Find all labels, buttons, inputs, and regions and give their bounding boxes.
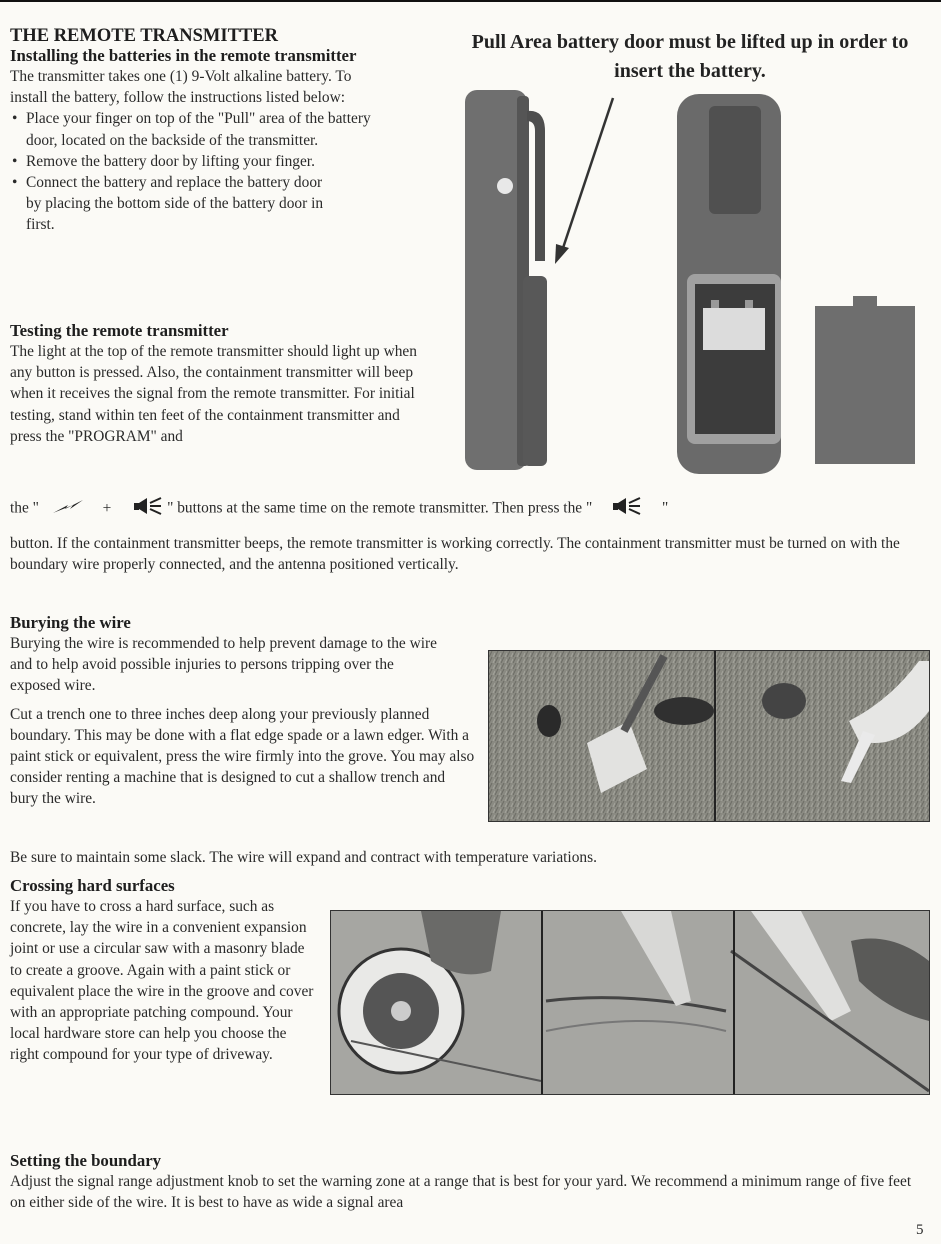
burying-photos: [488, 650, 930, 822]
step-2: • Remove the battery door by lifting your finger.: [10, 151, 421, 172]
transmitter-illustration: [455, 86, 925, 478]
testing-section: [10, 321, 425, 447]
section-title: THE REMOTE TRANSMITTER: [10, 26, 278, 46]
line-end: ": [661, 499, 669, 517]
crossing-section: [10, 876, 320, 1066]
burying-p2: Cut a trench one to three inches deep along your previously planned boundary. This may be done with a flat edge spade or a lawn edger. With a paint stick or equivalent, press the wire firmly into the grove. You may also consider renting a machine that is designed to cut a shallow trench and bury the wire.: [10, 705, 475, 808]
plus-sign: +: [102, 499, 112, 517]
crossing-body: If you have to cross a hard surface, such as concrete, lay the wire in a convenient expansion joint or use a circular saw with a masonry blade to create a groove. Again with a paint stick or equivalent place the wire in the groove and cover with an appropriate patching compound. Your local hardware store can help you choose the right compound for your type of driveway.: [10, 898, 314, 1064]
pull-area-callout: Pull Area battery door must be lifted up in order to insert the battery.: [471, 31, 909, 82]
step-1: • Place your finger on top of the "Pull" area of the battery door, located on the backside of the transmitter.: [10, 108, 401, 150]
install-heading: Installing the batteries in the remote transmitter: [10, 46, 357, 65]
speaker-icon: [612, 497, 642, 521]
crossing-heading: Crossing hard surfaces: [10, 876, 175, 895]
install-intro: The transmitter takes one (1) 9-Volt alkaline battery. To install the battery, follow the instructions listed below:: [10, 68, 352, 107]
line-the: the ": [10, 499, 39, 517]
transmitter-section: [10, 26, 430, 236]
crossing-photos: [330, 910, 930, 1095]
lightning-bolt-icon: [51, 497, 85, 521]
boundary-body: Adjust the signal range adjustment knob to set the warning zone at a range that is best for your yard. We recommend a minimum range of five feet on either side of the wire. It is best to have as wide a signal area: [10, 1173, 912, 1212]
photo-divider: [541, 911, 543, 1094]
open-transmitter-back: [677, 94, 781, 474]
page-number: 5: [916, 1222, 924, 1238]
burying-p3: Be sure to maintain some slack. The wire will expand and contract with temperature variations.: [10, 849, 597, 866]
top-rule: [0, 0, 941, 2]
photo-divider: [714, 651, 716, 821]
step-3: • Connect the battery and replace the battery door by placing the bottom side of the battery door in first.: [10, 172, 326, 236]
install-steps: [10, 108, 420, 235]
testing-heading: Testing the remote transmitter: [10, 321, 229, 340]
speaker-icon: [133, 497, 163, 521]
burying-section: [10, 613, 475, 810]
battery-door: [815, 296, 915, 464]
testing-body: The light at the top of the remote transmitter should light up when any button is pressed. Also, the containment transmitter will beep when it receives the signal from the remote transmitter. For initial testing, stand within ten feet of the containment transmitter and press the "PROGRAM" and: [10, 343, 417, 445]
burying-p1: Burying the wire is recommended to help prevent damage to the wire and to help avoid possible injuries to persons tripping over the exposed wire.: [10, 635, 437, 695]
arrow-icon: [555, 98, 613, 264]
testing-buttons-line: [10, 497, 930, 521]
photo-divider: [733, 911, 735, 1094]
burying-heading: Burying the wire: [10, 613, 131, 632]
line-mid: " buttons at the same time on the remote transmitter. Then press the ": [167, 499, 593, 517]
boundary-heading: Setting the boundary: [10, 1151, 162, 1170]
testing-continuation: button. If the containment transmitter beeps, the remote transmitter is working correctly. The containment transmitter must be turned on with the boundary wire properly connected, and the antenna positioned vertically.: [10, 535, 900, 574]
boundary-section: [10, 1151, 930, 1213]
side-view-transmitter: [465, 90, 547, 470]
